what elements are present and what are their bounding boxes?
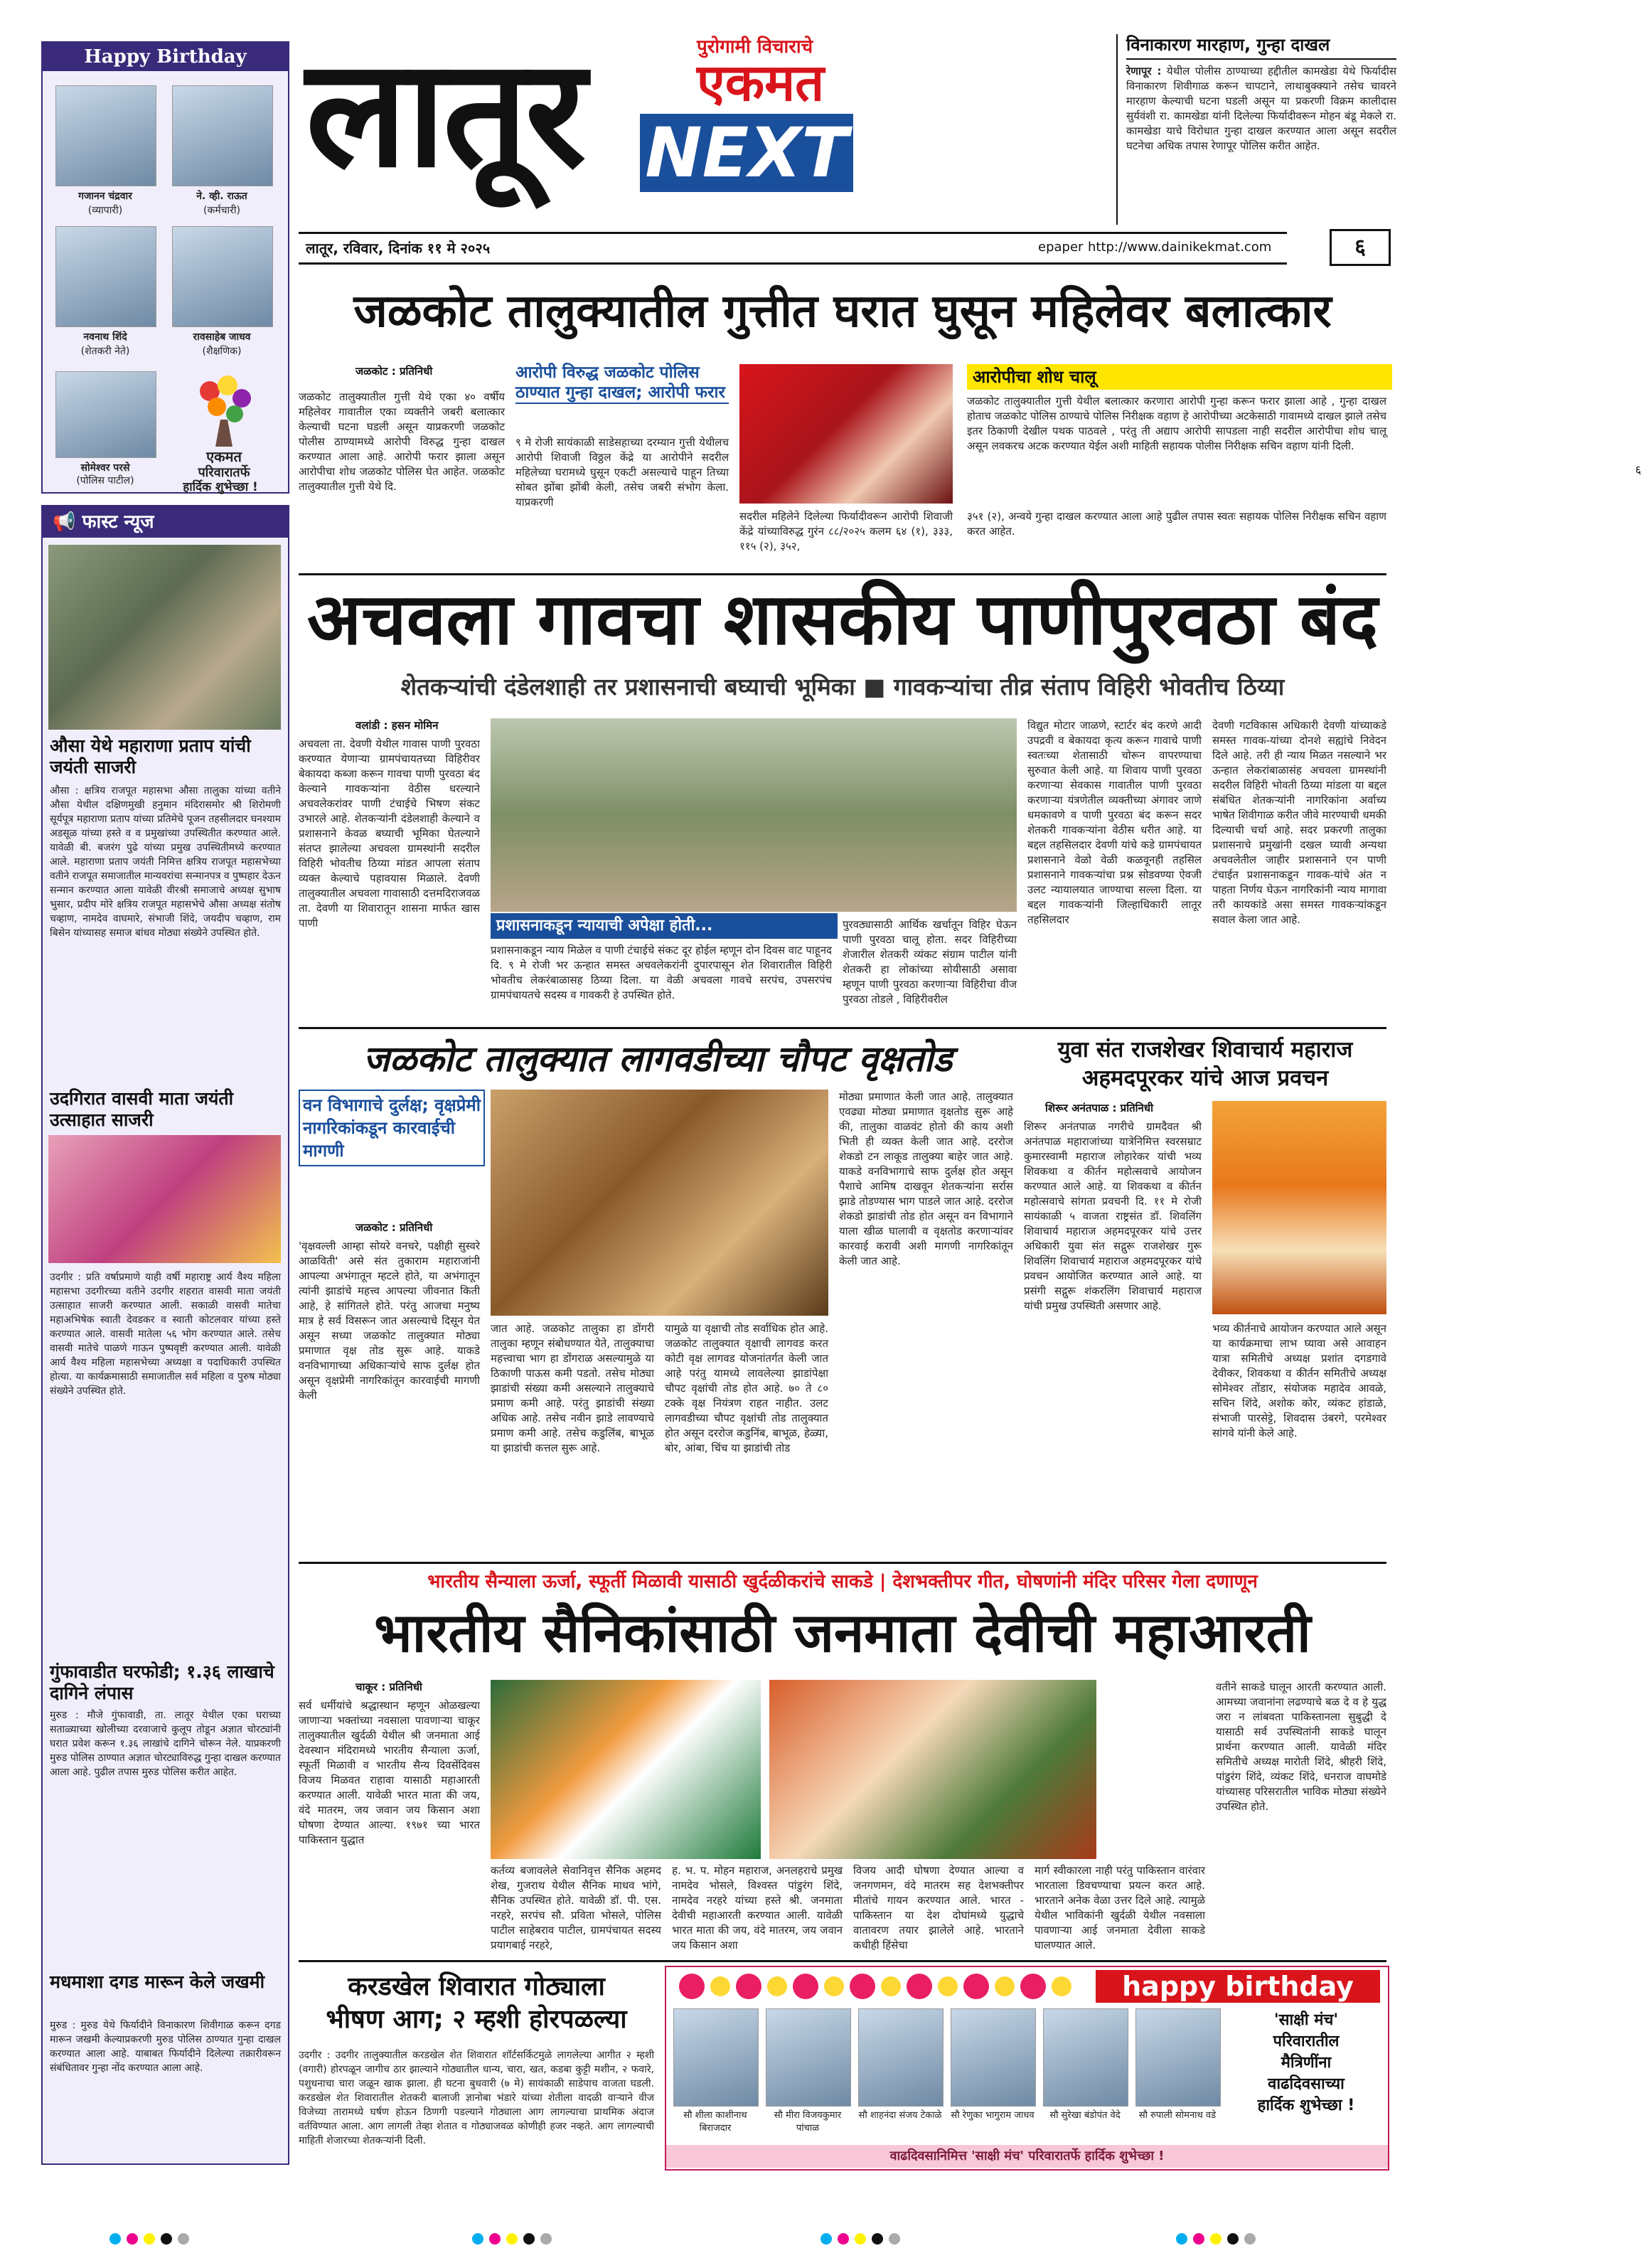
story6-headline-1: करडखेल शिवारात गोठ्याला [348, 1972, 605, 2001]
news-title-4: मधमाशा दगड मारून केले जखमी [50, 1971, 265, 1992]
masthead-title: लातूर [306, 26, 584, 201]
avatar [858, 2008, 944, 2107]
top-right-body-wrap [1126, 64, 1396, 154]
fast-news-header [43, 506, 288, 538]
sakshi-manch-box [1232, 2010, 1380, 2138]
top-right-body: येथील पोलीस ठाण्याच्या हद्दीतील कामखेडा येथे फिर्यादीस विनाकारण शिवीगाळ करून चापटाने, लाथाबुक्क्याने तसेच चावरने मारहाण केल्याची घटना घडली असून या प्रकरणी विक्रम कालीदास सुर्यवंशी रा. कामखेडा यांनी दिलेल्या फिर्यादीवरून मोहन बंडू मेकले रा. कामखेडा याचे विरोधात गुन्हा दाखल करण्यात आला असून सदरील घटनेचा अधिक तपास रेणापूर पोलिस करीत आहेत. [1126, 65, 1396, 152]
story5-headline: भारतीय सैनिकांसाठी जनमाता देवीची महाआरती [374, 1601, 1311, 1664]
story3-photo [491, 1090, 828, 1316]
bday-bottom-name-2: सौ मीरा विजयकुमार पांचाळ [774, 2110, 842, 2134]
news-body-3: मुरुड : मौजे गुंफावाडी, ता. लातूर येथील एका घराच्या सताळ्याच्या खोलीच्या दरवाजाचे कुलूप तोडून अज्ञात चोरट्यांनी घरात प्रवेश करून १.३६ लाखांचे दागिने चोरून नेले. याप्रकरणी मुरुड पोलिस ठाण्यात अज्ञात चोरट्याविरुद्ध गुन्हा दाखल करण्यात आला आहे. पुढील तपास मुरुड पोलिस करीत आहेत. [50, 1710, 281, 1778]
epaper-label: epaper [1038, 240, 1084, 255]
story2-col1: अचवला ता. देवणी येथील गावास पाणी पुरवठा करण्यात येणाऱ्या ग्रामपंचायतच्या विहिरीवर बेकायदा कब्जा करून गावचा पाणी पुरवठा बंद केल्याने गावकऱ्यांना वेठीस धरल्याने अचवलेकरांवर पाणी टंचाईचे भिषण संकट उभारले आहे. शेतकऱ्यांनी दंडेलशाही केल्याने व प्रशासनाने केवळ बघ्याची भूमिका घेतल्याने संतप्त झालेल्या अचवला ग्रामस्थांनी सदरील विहिरी भोवतीच ठिय्या मांडत आपला संताप व्यक्त केल्याचे पहावयास मिळाले. देवणी तालुक्यातील अचवला गावासाठी दत्तमदिराजवळ ता. देवणी या शिवारातून शासना मार्फत खास पाणी [299, 738, 480, 930]
bday-role-5: (पोलिस पाटील) [76, 475, 134, 486]
story4-col2: भव्य कीर्तनाचे आयोजन करण्यात आले असून या कार्यक्रमाचा लाभ घ्यावा असे आवाहन यात्रा समितीचे अध्यक्ष प्रशांत दगडगावे देवीकर, शिवकथा व कीर्तन समितीचे अध्यक्ष सोमेश्वर तोंडार, संयोजक महादेव आवळे, सचिन शिंदे, अशोक कोर, व्यंकट हांडाळे, संभाजी पारसेट्टे, शिवदास उंबरगे, परमेश्वर सांगवे यांनी केले आहे. [1212, 1322, 1386, 1439]
avatar [673, 2008, 759, 2107]
news-body-1: औसा : क्षत्रिय राजपूत महासभा औसा तालुका यांच्या वतीने औसा येथील दक्षिणमुखी हनुमान मंदिरासमोर श्री शिरोमणी सूर्यपूत्र महाराणा प्रताप यांच्या प्रतिमेचे पूजन तहसीलदार घनश्याम अडसूळ यांच्या हस्ते व व प्रमुखांच्या उपस्थितीत करण्यात आले. यावेळी बी. बजरंग पुढे यांच्या प्रमुख उपस्थितीमध्ये करण्यात आले. महाराणा प्रताप जयंती निमित्त क्षत्रिय राजपूत महासभेच्या वतीने राजपूत समाजातील मान्यवरांचा सन्मानपत्र व पुष्पहार देऊन सन्मान करण्यात आला यावेळी वीरश्री समाजाचे अध्यक्ष सुभाष भुसार, प्रदीप मोरे क्षत्रिय राजपूत महासभेचे औसा अध्यक्ष संतोष चव्हाण, नामदेव वाघमारे, संभाजी शिंदे, जयदीप चव्हाण, राम बिसेन यांच्यासह समाज बांधव मोठ्या संख्येने उपस्थित होते. [50, 785, 281, 939]
bday-bottom-name-3: सौ शाहनंदा संजय टेकाळे [858, 2110, 942, 2121]
page-number-box [1330, 229, 1391, 266]
story2-banner: प्रशासनाकडून न्यायाची अपेक्षा होती... [491, 913, 838, 939]
story2-col3: पुरवठ्यासाठी आर्थिक खर्चातून विहिर घेऊन पाणी पुरवठा चालू होता. सदर विहिरीच्या शेजारील शेतकरी व्यंकट संग्राम पाटील यांनी शेतकरी हा लोकांच्या सोयीसाठी असावा म्हणून पाणी पुरवठा करणाऱ्या विहिरीचा वीज पुरवठा तोडले , विहिरीवरील [843, 918, 1017, 1006]
story5-photo-1 [491, 1680, 761, 1859]
story1-col4: ३५१ (२), अन्वये गुन्हा दाखल करण्यात आला आहे पुढील तपास स्वतः सहायक पोलिस निरीक्षक सचिन वहाण करत आहेत. [967, 510, 1386, 538]
story5-col3: ह. भ. प. मोहन महाराज, अनलहराचे प्रमुख नामदेव भोसले, विश्वस्त पांडुरंग शिंदे, नामदेव नरहरे यांच्या हस्ते श्री. जनमाता देवीची महाआरती करण्यात आली. यावेळी भारत माता की जय, वंदे मातरम, जय जवान जय किसान अशा [672, 1864, 843, 1952]
bday-bottom-name-1: सौ शीला काशीनाथ बिराजदार [683, 2110, 747, 2134]
story1-box-title: आरोपीचा शोध चालू [967, 364, 1392, 390]
story1-byline: जळकोट : प्रतिनिधी [356, 365, 433, 378]
fast-news-sidebar [41, 505, 289, 2165]
news-title-3: गुंफावाडीत घरफोडी; १.३६ लाखाचे दागिने लंपास [50, 1661, 274, 1703]
story2-photo [491, 718, 1017, 912]
news-body-2: उदगीर : प्रति वर्षाप्रमाणे याही वर्षी महाराष्ट्र आर्य वैश्य महिला महासभा उदगीरच्या वतीने उदगीर शहरात वासवी माता जयंती उत्साहात साजरी करण्यात आली. सकाळी वासवी मातेचा महाअभिषेक स्वाती देवडकर व स्वाती कोटलवार यांच्या हस्ते करण्यात आले. वासवी मातेला ५६ भोग करण्यात आले. तसेच वासवी मातेचे पाळणे गाऊन पुष्पवृष्टी करण्यात आली. यावेळी आर्य वैश्य महिला महासभेच्या अध्यक्षा व पदाधिकारी उपस्थित होत्या. या कार्यक्रमासाठी समाजातील सर्व महिला व पुरुष मोठ्या संख्येने उपस्थित होते. [50, 1272, 281, 1397]
bday-bottom-name-6: सौ रुपाली सोमनाथ वडे [1138, 2110, 1217, 2121]
sakshi-line-2: परिवारातील [1273, 2033, 1340, 2050]
registration-marks [1173, 2233, 1258, 2247]
website-link[interactable]: http://www.dainikekmat.com [1088, 240, 1272, 255]
story3-col1: 'वृक्षवल्ली आम्हा सोयरे वनचरे, पक्षीही सुस्वरे आळविती' असे संत तुकाराम महाराजांनी आपल्या अभंगातून म्हटले होते, या अभंगातून त्यांनी झाडांचे महत्त्व आपल्या जीवनात किती आहे, हे सांगितले होते. परंतु आजचा मनुष्य मात्र हे सर्व विसरून जात असल्याचे दिसून येत असून सध्या जळकोट तालुक्यात मोठ्या प्रमाणात वृक्ष तोड सुरू आहे. याकडे वनविभागाच्या अधिकाऱ्यांचे साफ दुर्लक्ष होत असून वृक्षप्रेमी नागरिकांतून कारवाईची मागणी केली [299, 1240, 480, 1402]
story5-col2: कर्तव्य बजावलेले सेवानिवृत्त सैनिक अहमद शेख, गुजराथ येथील सैनिक माधव भांगे, सैनिक उपस्थित होते. यावेळी डॉ. पी. एस. नरहरे, सरपंच सौ. प्रविता भोसले, पोलिस पाटील साहेबराव पाटील, ग्रामपंचायत सदस्य प्रयागबाई नरहरे, [491, 1864, 661, 1952]
fast-news-title: फास्ट न्यूज [82, 511, 154, 533]
avatar [951, 2008, 1036, 2107]
bday-name-1: गजानन चंद्रवार [78, 191, 132, 202]
registration-marks [469, 2233, 555, 2247]
flower-bouquet-icon [188, 370, 260, 448]
bday-role-4: (शैक्षणिक) [202, 346, 242, 357]
rose-row-icon [670, 1970, 1090, 2003]
bday-role-3: (शेतकरी नेते) [80, 346, 130, 357]
story2-col4: विद्युत मोटार जाळणे, स्टार्टर बंद करणे आदी उपद्रवी व बेकायदा कृत्य करून गावाचे पाणी स्वतःच्या शेतासाठी चोरून वापरण्याचा सुरुवात केली आहे. या शिवाय पाणी पुरवठा करणाऱ्या सेवकास गावातील पाणी पुरवठा करणाऱ्या यंत्रणेतील व्यक्तीच्या अंगावर जाणे धमकावणे व पाणी पुरवठा बंद करून सदर शेतकरी गावकऱ्यांना वेठीस धरीत आहे. या बद्दल तहसिलदार देवणी यांचे कडे ग्रामपंचायत प्रशासनाने वेळो वेळी कळवूनही तहसिल प्रशासनाने गावकऱ्यांचा प्रश्न सोडवण्या ऐवजी उलट न्यायालयात जाण्याचा सल्ला दिला. या बद्दल गावकऱ्यांनी जिल्हाधिकारी लातूर तहसिलदार [1027, 719, 1202, 926]
story1-col2: ९ मे रोजी सायंकाळी साडेसहाच्या दरम्यान गुत्ती येथीलच आरोपी शिवाजी विठ्ठल केंद्रे या आरोपीने सदरील महिलेच्या घरामध्ये घुसून एकटी असल्याचे पाहून तिच्या सोबत झोंबा झोंबी केली, तसेच जबरी संभोग केला. याप्रकरणी [515, 436, 729, 509]
story4-photo [1212, 1101, 1386, 1314]
sidebar-birthday [41, 41, 289, 494]
avatar [1043, 2008, 1128, 2107]
story3-col4: मोठ्या प्रमाणात केली जात आहे. तालुक्यात एवढ्या मोठ्या प्रमाणात वृक्षतोड सुरू आहे की, तालुका वाळवंट होतो की काय अशी भिती ही व्यक्त केली जात आहे. दररोज शेकडो टन लाकूड तालुक्या बाहेर जात आहे. याकडे वनविभागाचे साफ दुर्लक्ष होत असून पैशाचे आमिष दाखवून शेतकऱ्यांना सर्रास झाडे तोडण्यास भाग पाडले जात आहे. दररोज शेकडो झाडांची तोड होत असून वन विभागाने याला खीळ घालावी व वृक्षतोड करणाऱ्यांवर कारवाई करावी अशी मागणी नागरिकांतून केली जात आहे. [839, 1090, 1013, 1267]
sakshi-line-1: 'साक्षी मंच' [1273, 2011, 1339, 2029]
top-right-title: विनाकारण मारहाण, गुन्हा दाखल [1126, 34, 1396, 60]
bottom-birthday [665, 1966, 1389, 2171]
story3-col3: यामुळे या वृक्षाची तोड सर्वाधिक होत आहे. जळकोट तालुक्यात वृक्षाची लागवड करत कोटी वृक्ष लागवड योजनांतर्गत केली जात आहे परंतु यामध्ये लावलेल्या झाडांपेक्षा चौपट वृक्षांची तोड होत आहे. ७० ते ८० टक्के वृक्ष नियंत्रण राहत नाहीत. उलट लागवडीच्या चौपट वृक्षांची तोड तालुक्यात होत असून दररोज कडुनिंब, बाभूळ, हेळ्या, बोर, आंबा, चिंच या झाडांची तोड [665, 1322, 828, 1454]
divider [299, 1562, 1386, 1564]
greeting-line-1: एकमत [206, 448, 242, 465]
story4-col1: शिरूर अनंतपाळ नगरीचे ग्रामदैवत श्री अनंतपाळ महाराजांच्या यात्रेनिमित्त स्वरसम्राट कुमारस्वामी महाराज लोहारेकर यांची भव्य शिवकथा व कीर्तन महोत्सवाचे आयोजन करण्यात आले आहे. या शिवकथा व कीर्तन महोत्सवाचे सांगता प्रवचनी दि. ११ मे रोजी सायंकाळी ५ वाजता राष्ट्रसंत डॉ. शिवलिंग शिवाचार्य महाराज अहमदपूरकर यांचे उत्तर अधिकारी युवा संत सद्गुरू राजशेखर गुरू शिवलिंग शिवाचार्य महाराज अहमदपूरकर यांचे प्रवचन आयोजित करण्यात आले आहे. या प्रसंगी सद्गुरू शंकरलिंग शिवाचार्य महाराज यांची प्रमुख उपस्थिती असणार आहे. [1024, 1120, 1202, 1312]
story5-col1: सर्व धर्मीयांचे श्रद्धास्थान म्हणून ओळखल्या जाणाऱ्या भक्तांच्या नवसाला पावणाऱ्या चाकूर तालुक्यातील खुर्दळी येथील श्री जनमाता आई देवस्थान मंदिरामध्ये भारतीय सैन्याला ऊर्जा, स्फूर्ती मिळावी व भारतीय सैन्य दिवसेंदिवस विजय मिळवत राहावा यासाठी महाआरती करण्यात आली. यावेळी भारत माता की जय, वंदे मातरम, जय जवान जय किसान अशा घोषणा देण्यात आल्या. १९७१ च्या भारत पाकिस्तान युद्धात [299, 1699, 480, 1846]
bday-name-2: ने. व्ही. राऊत [196, 191, 247, 202]
story3-byline: जळकोट : प्रतिनिधी [356, 1221, 433, 1234]
registration-marks [818, 2233, 903, 2247]
sakshi-line-3: मैत्रिणींना [1281, 2054, 1332, 2072]
news-title-2: उदगिरात वासवी माता जयंती उत्साहात साजरी [50, 1088, 234, 1130]
story3-sub: वन विभागाचे दुर्लक्ष; वृक्षप्रेमी नागरिकांकडून कारवाईची मागणी [299, 1090, 485, 1166]
story2-byline: वलांडी : हसन मोमिन [356, 719, 439, 732]
bday-name-3: नवनाथ शिंदे [83, 331, 127, 343]
page-number-text: ६ [1354, 235, 1366, 260]
divider [299, 1960, 1386, 1962]
dateline: लातूर, रविवार, दिनांक ११ मे २०२५ [306, 240, 491, 257]
megaphone-icon: 📢 [53, 511, 82, 533]
story2-headline: अचवला गावचा शासकीय पाणीपुरवठा बंद [306, 577, 1379, 661]
masthead-next: NEXT [640, 114, 853, 192]
avatar [55, 85, 156, 186]
story3-col2: जात आहे. जळकोट तालुका हा डोंगरी तालुका म्हणून संबोधण्यात येते, तालुक्याचा महत्त्वाचा भाग हा डोंगराळ असल्यामुळे या ठिकाणी पाऊस कमी पडतो. तसेच मोठ्या झाडांची संख्या कमी असल्याने तालुक्याचे प्रमाण कमी आहे. परंतु झाडांची संख्या अधिक आहे. तसेच नवीन झाडे लावण्याचे प्रमाण कमी आहे. तसेच कडुलिंब, बाभूळ या झाडांची कत्तल सुरू आहे. [491, 1322, 654, 1454]
bday-bottom-name-4: सौ रेणुका भागुराम जाधव [951, 2110, 1035, 2121]
bday-bottom-name-5: सौ सुरेखा बंडोपंत वेदे [1049, 2110, 1121, 2121]
masthead-brand: एकमत [697, 53, 825, 112]
story6-headline-2: भीषण आग; २ म्हशी होरपळल्या [326, 2005, 627, 2034]
story4-byline: शिरूर अनंतपाळ : प्रतिनिधी [1045, 1102, 1153, 1114]
story1-sub: आरोपी विरुद्ध जळकोट पोलिस ठाण्यात गुन्हा दाखल; आरोपी फरार [515, 363, 729, 404]
story2-col2: प्रशासनाकडून न्याय मिळेल व पाणी टंचाईचे संकट दूर होईल म्हणून दोन दिवस वाट पाहूनद दि. ९ मे रोजी भर ऊन्हात समस्त अचवलेकरांनी दुपारपासून शेत शिवारातील विहिरी भोवतीच लेकरंबाळासह ठिय्या दिला. या वेळी अचवला गावचे सरपंच, उपसरपंच ग्रामपंचायतचे सदस्य व गावकरी हे उपस्थित होते. [491, 944, 832, 1001]
news-title-1: औसा येथे महाराणा प्रताप यांची जयंती साजरी [50, 735, 251, 777]
story2-subhead: शेतकऱ्यांची दंडेलशाही तर प्रशासनाची बघ्याची भूमिका ■ गावकऱ्यांचा तीव्र संताप विहिरी भोवतीच ठिय्या [400, 673, 1285, 701]
story5-photo-2 [769, 1680, 1096, 1859]
story5-strip: भारतीय सैन्याला ऊर्जा, स्फूर्ती मिळावी यासाठी खुर्दळीकरांचे साकडे | देशभक्तीपर गीत, घोषणांनी मंदिर परिसर गेला दणाणून [427, 1571, 1258, 1592]
story5-col6: वतीने साकडे घालून आरती करण्यात आली. आमच्या जवानांना लढण्याचे बळ दे व हे युद्ध जरा न लांबवता पाकिस्तानला सुबुद्धी दे यासाठी सर्व उपस्थितांनी साकडे घालून प्रार्थना करण्यात आली. यावेळी मंदिर समितीचे अध्यक्ष मारोती शिंदे, श्रीहरी शिंदे, पांडुरंग शिंदे, व्यंकट शिंदे, धनराज वाघमोडे यांच्यासह परिसरातील भाविक मोठ्या संख्येने उपस्थित होते. [1216, 1681, 1386, 1813]
story2-col5: देवणी गटविकास अधिकारी देवणी यांच्याकडे समस्त गावक-यांच्या दोनशे सह्यांचे निवेदन दिले आहे. तरी ही न्याय मिळत नसल्याने भर ऊन्हात लेकरांबाळासंह अचवला ग्रामस्थांनी सदरील विहिरी भोवती ठिय्या मांडला या बद्दल संबंधित शेतकऱ्यांनी नागरिकांना अर्वाच्य भाषेत शिवीगाळ करीत जीवे मारण्याची धमकी दिल्याची चर्चा आहे. सदर प्रकरणी तालुका प्रशासनाचे प्रमुखांनी दखल घ्यावी अन्यथा अचवलेतील जाहीर प्रशासनाने एन पाणी टंचाईत प्रशासनाकडून गावक-यांचे अंत न पाहता निर्णय घेऊन नागरिकांनी न्याय मागावा तरी कायकांडे असा समस्त गावकऱ्यांकडून सवाल केला जात आहे. [1212, 719, 1386, 926]
story1-col1: जळकोट तालुक्यातील गुत्ती येथे एका ४० वर्षीय महिलेवर गावातील एका व्यक्तीने जबरी बलात्कार केल्याची घटना घडली असून याप्रकरणी जळकोट पोलीस ठाण्यामध्ये आरोपी विरुद्ध गुन्हा दाखल करण्यात आला आहे. आरोपी फरार झाला असून आरोपीचा शोध जळकोट पोलिस घेत आहेत. जळकोट तालुक्यातील गुत्ती येथे दि. [299, 390, 505, 493]
story4-headline-2: अहमदपूरकर यांचे आज प्रवचन [1081, 1065, 1329, 1091]
news-photo [48, 545, 281, 730]
sakshi-line-5: हार्दिक शुभेच्छा ! [1257, 2097, 1355, 2114]
story4-headline-1: युवा संत राजशेखर शिवाचार्य महाराज [1057, 1037, 1353, 1063]
divider [299, 1027, 1386, 1029]
avatar [55, 371, 156, 458]
story1-col3: सदरील महिलेने दिलेल्या फिर्यादीवरून आरोपी शिवाजी केंद्रे यांच्याविरुद्ध गुरंन ८८/२०२५ कलम ६४ (१), ३३३, ११५ (२), ३५२, [739, 510, 953, 553]
bottom-birthday-header: happy birthday [1096, 1970, 1380, 2003]
story5-byline: चाकूर : प्रतिनिधी [356, 1681, 422, 1693]
story3-headline: जळकोट तालुक्यात लागवडीच्या चौपट वृक्षतोड [363, 1038, 953, 1080]
story1-headline: जळकोट तालुक्यातील गुत्तीत घरात घुसून महिलेवर बलात्कार [353, 285, 1332, 338]
registration-marks [107, 2233, 192, 2247]
avatar [172, 226, 273, 327]
avatar [1135, 2008, 1221, 2107]
news-body-4: मुरुड : मुरुड येथे फिर्यादीने विनाकारण शिवीगाळ करून दगड मारून जखमी केल्याप्रकरणी मुरुड पोलिस ठाण्यात गुन्हा दाखल करण्यात आला आहे. याबाबत फिर्यादीने दिलेल्या तक्रारीवरून संबंधितावर गुन्हा नोंद करण्यात आला आहे. [50, 2020, 281, 2074]
avatar [172, 85, 273, 186]
top-right-story [1116, 34, 1396, 225]
masthead-tagline: पुरोगामी विचाराचे [697, 36, 813, 58]
masthead [299, 28, 1102, 235]
story1-photo [739, 364, 953, 504]
sakshi-line-4: वाढदिवसाच्या [1268, 2075, 1345, 2093]
bottom-birthday-footer: वाढदिवसानिमित्त 'साक्षी मंच' परिवारातर्फे हार्दिक शुभेच्छा ! [666, 2145, 1388, 2168]
story1-box-body: जळकोट तालुक्यातील गुत्ती येथील बलात्कार करणारा आरोपी गुन्हा करून फरार झाला आहे , गुन्हा दाखल होताच जळकोट पोलिस ठाण्याचे पोलिस निरीक्षक वहाण हे आरोपीच्या अटकेसाठी गावामध्ये दाखल झाले तसेच इतर ठिकाणी देखील पथक पाठवले , परंतु ती अद्याप आरोपी सापडला नाही सदरील आरोपीचा शोध चालू असून लवकरच अटक करण्यात येईल अशी माहिती सहायक पोलीस निरीक्षक सचिन वहाण यांनी दिली. [967, 395, 1386, 452]
story5-col4: विजय आदी घोषणा देण्यात आल्या व जनगणमन, वंदे मातरम सह देशभक्तीपर मीतांचे गायन करण्यात आले. भारत - पाकिस्तान या देश दोघांमध्ये युद्धाचे वातावरण तयार झालेले आहे. भारताने कधीही हिंसेचा [853, 1864, 1024, 1952]
bday-role-2: (कर्मचारी) [203, 205, 240, 216]
greeting-line-3: हार्दिक शुभेच्छा ! [183, 480, 258, 494]
page-number: ६ [1635, 463, 1641, 477]
sidebar-birthday-header: Happy Birthday [43, 43, 288, 71]
story6-body: उदगीर : उदगीर तालुक्यातील करडखेल शेत शिवारात शॉर्टसर्किटमुळे लागलेल्या आगीत २ म्हशी (वगारी) होरपळून जागीच ठार झाल्याने गोठ्यातील धान्य, चारा, खत, कडबा कुट्टी मशीन, २ फवारे, पशुधनाचा चारा जळून खाक झाला. ही घटना बुधवारी (७ मे) सायंकाळी साडेपाच वाजता घडली. करडखेल शेत शिवारातील शेतकरी बालाजी ज्ञानोबा भंडारे यांच्या शेतीला वादळी वाऱ्याने वीज विजेच्या तारामध्ये घर्षण होऊन ठिणगी पडल्याने गोठ्याला आग लागल्याचा प्राथमिक अंदाज वर्तविण्यात आला. आग लागली तेव्हा शेतात व गोठ्याजवळ कोणीही हजर नव्हते. आग लागल्याची माहिती शेजारच्या शेतकऱ्यांनी दिली. [299, 2050, 654, 2146]
avatar [766, 2008, 851, 2107]
avatar [55, 226, 156, 327]
bday-name-4: रावसाहेब जाधव [193, 331, 251, 343]
greeting-line-2: परिवारातर्फे [198, 465, 250, 480]
bday-role-1: (व्यापारी) [87, 205, 123, 216]
bday-name-5: सोमेश्वर परसे [80, 462, 130, 474]
top-right-place: रेणापूर : [1126, 65, 1162, 78]
story5-col5: मार्ग स्वीकारला नाही परंतु पाकिस्तान वारंवार भारताला डिवचण्याचा प्रयत्न करत आहे. भारताने अनेक वेळा उत्तर दिले आहे. त्यामुळे येथील भाविकांनी खुर्दळी येथील नवसाला पावणाऱ्या आई जनमाता देवीला साकडे घालण्यात आले. [1035, 1864, 1205, 1952]
news-photo [48, 1135, 281, 1263]
